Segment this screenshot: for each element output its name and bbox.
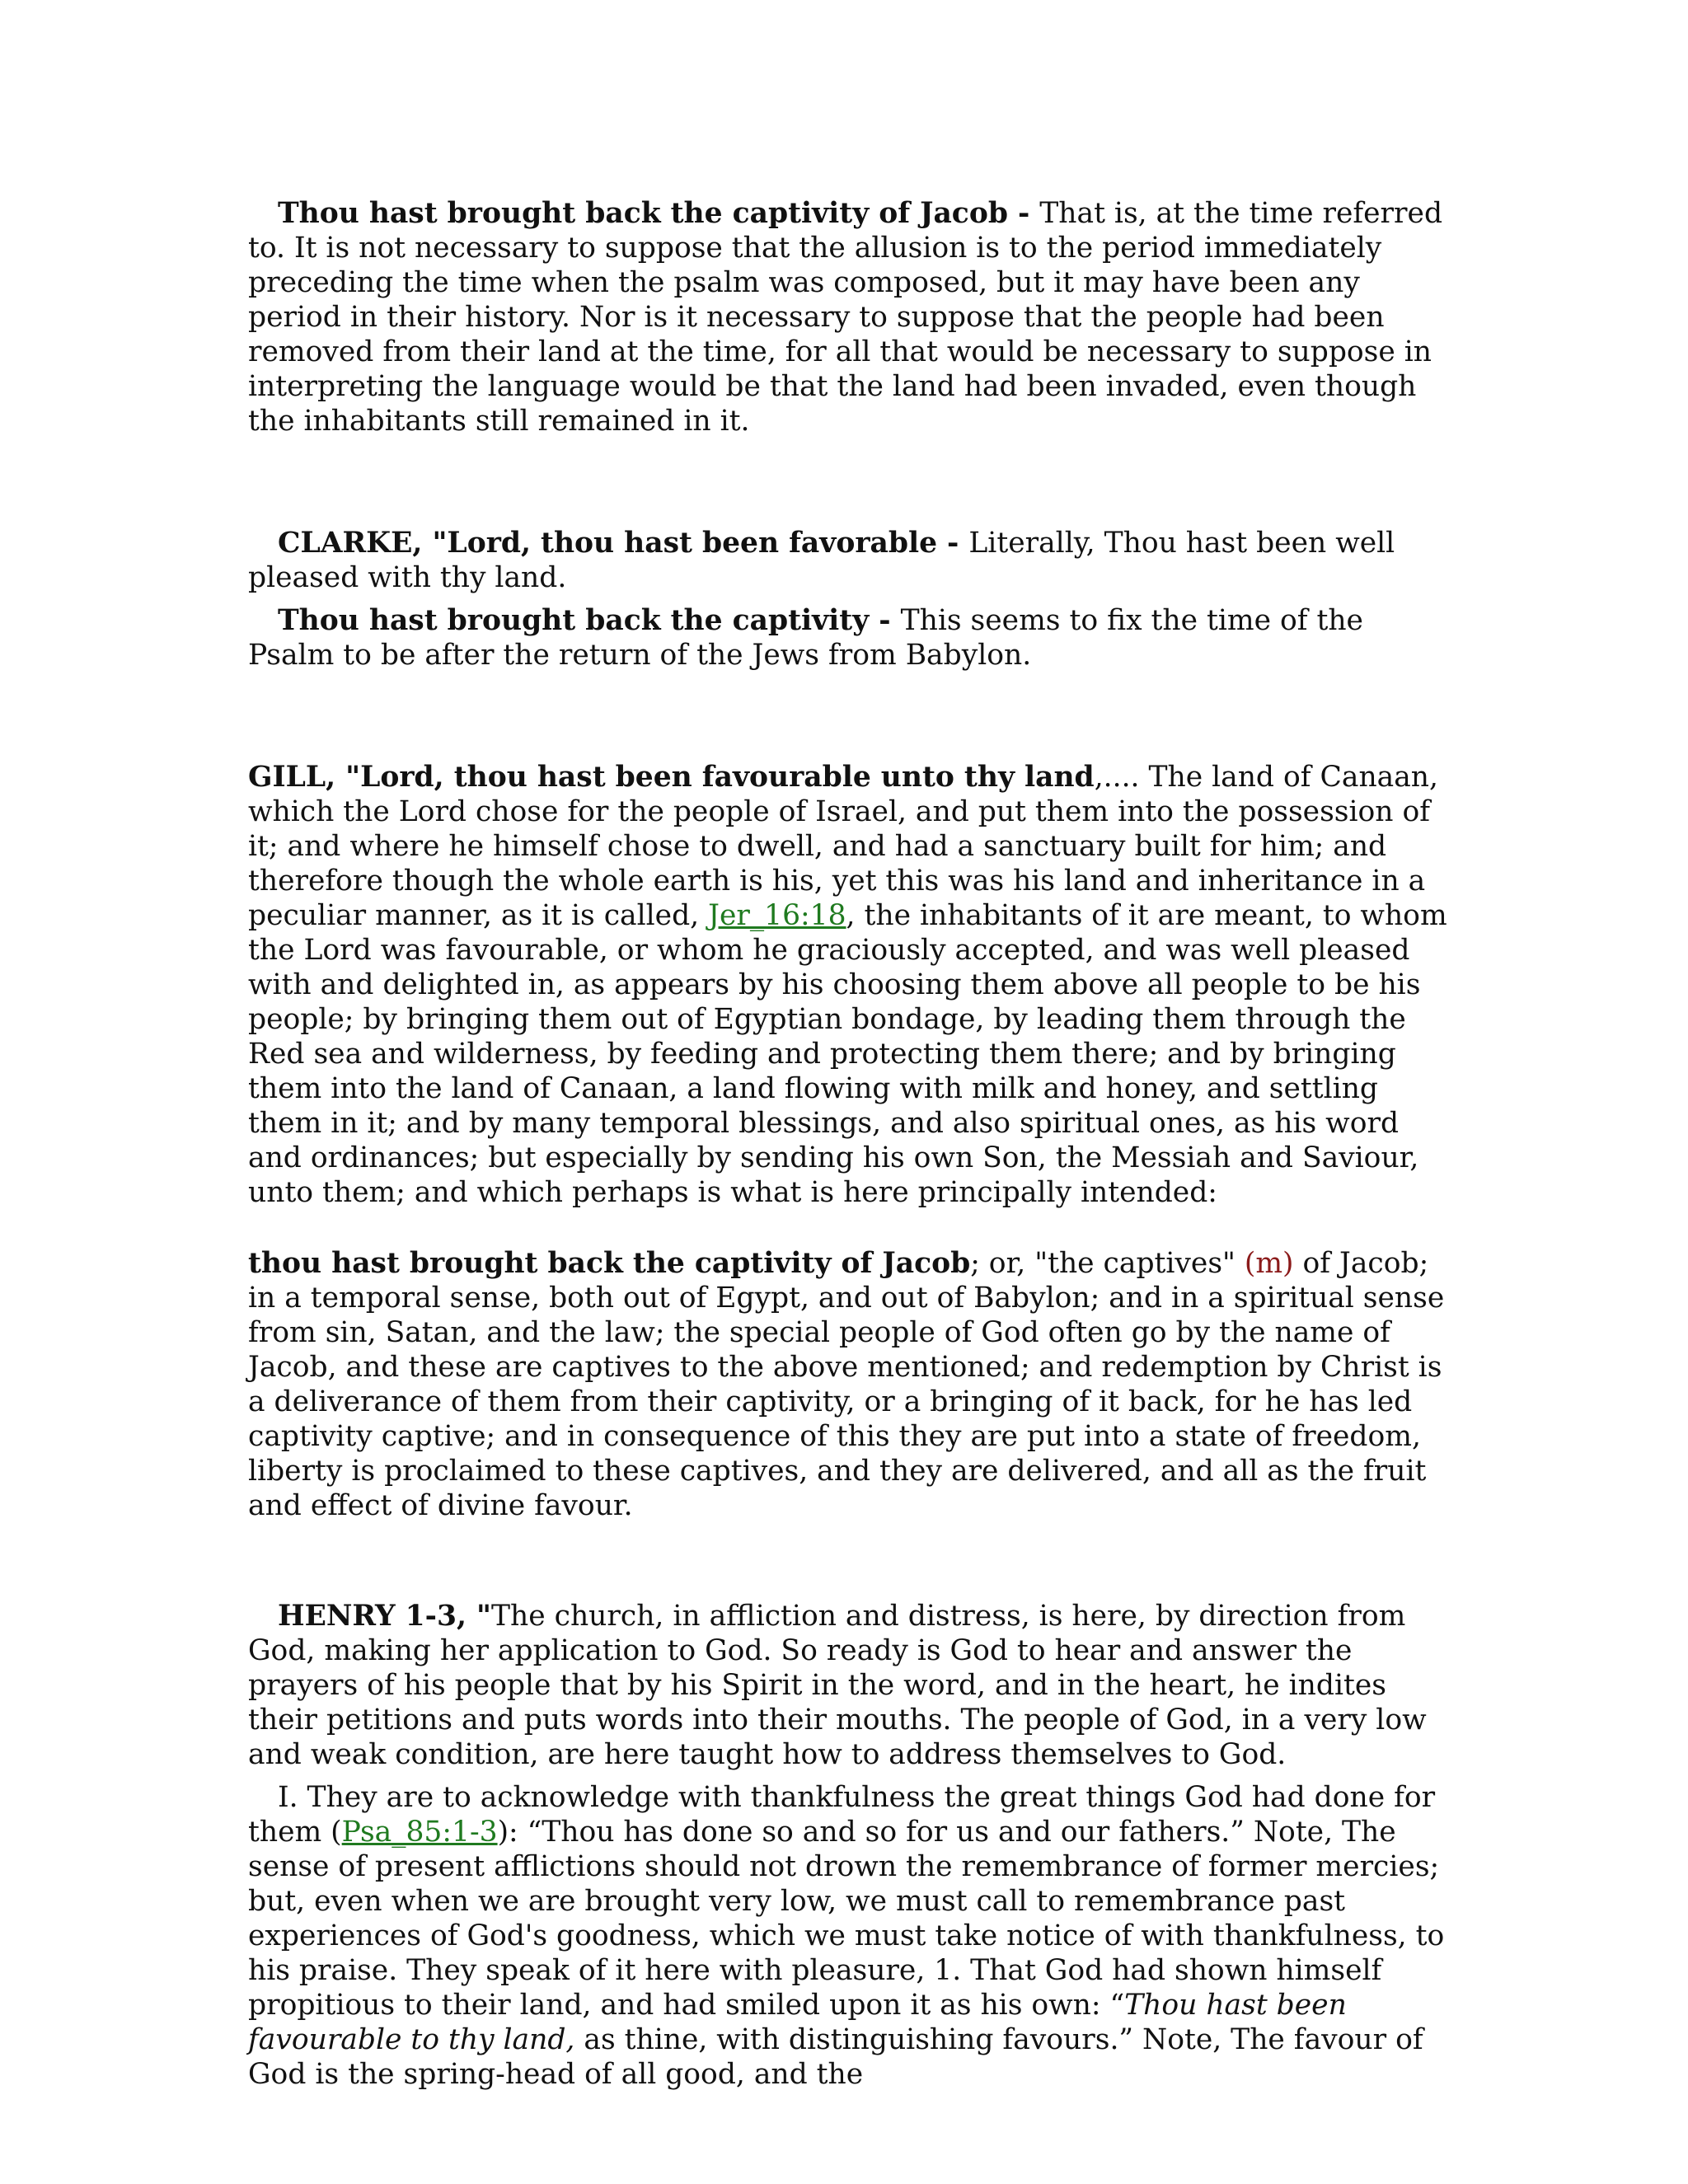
gill-heading-1: GILL, "Lord, thou hast been favourable unto thy land	[248, 761, 1095, 794]
henry-paragraph-1	[248, 1599, 1451, 1772]
gill-text-2a: ; or, "the captives"	[970, 1247, 1245, 1280]
gill-text-1b: , the inhabitants of it are meant, to whom the Lord was favourable, or whom he graciously accepted, and was well pleased with and delighted in, as appears by his choosing them above all people to be his people; by bringing them out of Egyptian bondage, by leading them through the Red sea and wilderness, by feeding and protecting them there; and by bringing them into the land of Canaan, a land flowing with milk and honey, and settling them in it; and by many temporal blessings, and also spiritual ones, as his word and ordinances; but especially by sending his own Son, the Messiah and Saviour, unto them; and which perhaps is what is here principally intended:	[248, 899, 1447, 1209]
henry-italic-quote: Thou hast been favourable to thy land,	[248, 1989, 1347, 2056]
henry-text-2c: as thine, with distinguishing favours.” Note, The favour of God is the spring-head of all good, and the	[248, 2023, 1423, 2091]
clarke-heading-1: CLARKE, "Lord, thou hast been favorable -	[278, 527, 969, 560]
scripture-link-jer[interactable]: Jer_16:18	[708, 899, 846, 932]
section-spacer	[248, 438, 1451, 526]
paragraph-spacer	[248, 1772, 1451, 1780]
paragraph-spacer	[248, 595, 1451, 603]
henry-paragraph-2	[248, 1780, 1451, 2092]
barnes-jacob-heading: Thou hast brought back the captivity of Jacob -	[278, 197, 1040, 230]
clarke-heading-2: Thou hast brought back the captivity -	[278, 604, 901, 637]
henry-text-2a: I. They are to acknowledge with thankfulness the great things God had done for them (	[248, 1781, 1436, 1849]
gill-text-2b: of Jacob; in a temporal sense, both out of Egypt, and out of Babylon; and in a spiritual sense from sin, Satan, and the law; the special people of God often go by the name of Jacob, and these are captives to the above mentioned; and redemption by Christ is a deliverance of them from their captivity, or a bringing of it back, for he has led captivity captive; and in consequence of this they are put into a state of freedom, liberty is proclaimed to these captives, and they are delivered, and all as the fruit and effect of divine favour.	[248, 1247, 1445, 1522]
gill-paragraph-1	[248, 760, 1451, 1210]
scripture-link-psa[interactable]: Psa_85:1-3	[341, 1816, 498, 1849]
paragraph-spacer	[248, 1210, 1451, 1246]
barnes-jacob-text: That is, at the time referred to. It is not necessary to suppose that the allusion is to the period immediately preceding the time when the psalm was composed, but it may have been any period in their history. Nor is it necessary to suppose that the people had been removed from their land at the time, for all that would be necessary to suppose in interpreting the language would be that the land had been invaded, even though the inhabitants still remained in it.	[248, 197, 1443, 438]
clarke-text-2: This seems to fix the time of the Psalm to be after the return of the Jews from Babylon.	[248, 604, 1363, 672]
gill-paragraph-2	[248, 1246, 1451, 1523]
clarke-paragraph-2	[248, 603, 1451, 673]
footnote-marker[interactable]: (m)	[1244, 1247, 1294, 1280]
section-spacer	[248, 673, 1451, 760]
barnes-jacob-paragraph	[248, 196, 1451, 438]
section-spacer	[248, 1523, 1451, 1599]
henry-heading: HENRY 1-3, "	[278, 1600, 492, 1633]
henry-text-2b: ): “Thou has done so and so for us and our fathers.” Note, The sense of present afflictions should not drown the remembrance of former mercies; but, even when we are brought very low, we must call to remembrance past experiences of God's goodness, which we must take notice of with thankfulness, to his praise. They speak of it here with pleasure, 1. That God had shown himself propitious to their land, and had smiled upon it as his own: “	[248, 1816, 1445, 2022]
clarke-text-1: Literally, Thou hast been well pleased with thy land.	[248, 527, 1395, 594]
clarke-paragraph-1	[248, 526, 1451, 595]
henry-text-1: The church, in affliction and distress, is here, by direction from God, making her application to God. So ready is God to hear and answer the prayers of his people that by his Spirit in the word, and in the heart, he indites their petitions and puts words into their mouths. The people of God, in a very low and weak condition, are here taught how to address themselves to God.	[248, 1600, 1427, 1771]
gill-text-1a: ,.... The land of Canaan, which the Lord chose for the people of Israel, and put them into the possession of it; and where he himself chose to dwell, and had a sanctuary built for him; and therefore though the whole earth is his, yet this was his land and inheritance in a peculiar manner, as it is called,	[248, 761, 1438, 932]
gill-heading-2: thou hast brought back the captivity of Jacob	[248, 1247, 971, 1280]
document-page	[248, 196, 1451, 2092]
